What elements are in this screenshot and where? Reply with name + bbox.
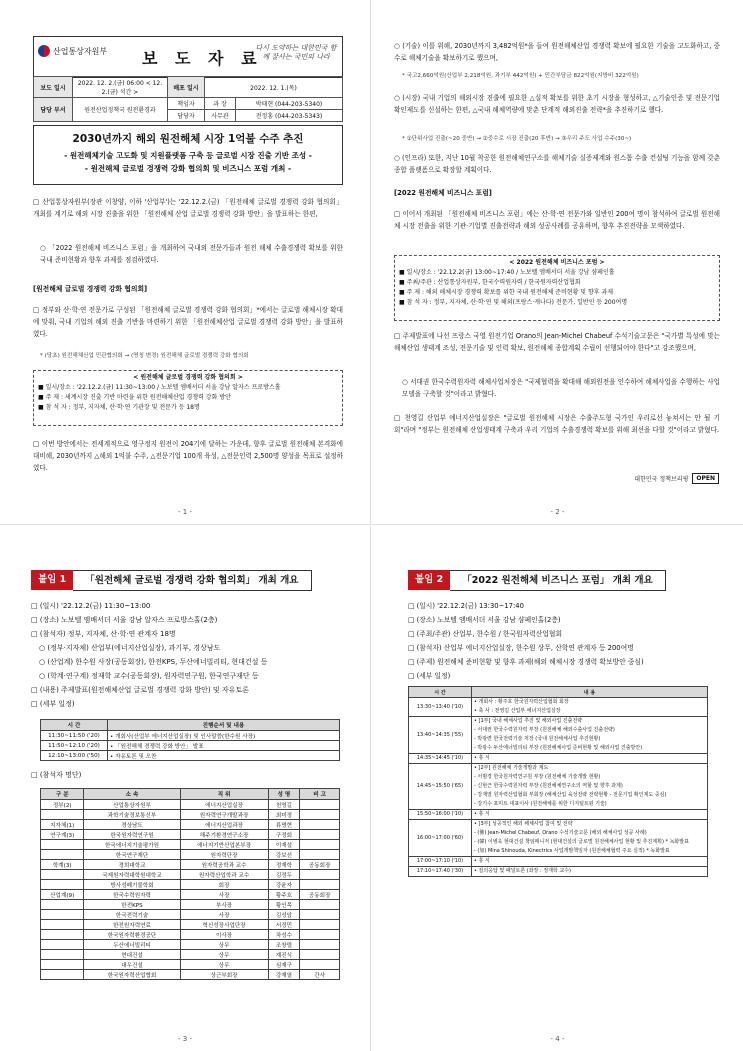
table-row <box>41 870 340 880</box>
table-cell <box>41 850 84 860</box>
table-cell <box>300 940 340 950</box>
table-cell: 산업통상자원부 <box>84 800 180 810</box>
table-header-row <box>409 687 708 698</box>
column-header: 구 분 <box>41 789 84 800</box>
table-cell: • [1부] 국내 해체사업 추진 및 해외사업 진출전략 - 서대권 한국수력원자력 부장 (원전해체 해외수출사업 진출전략) - 박광련 한국전력기술 처장 (국내 원전해체사업 추진현황) - 박광수 두산에너빌리티 부장 (원전해체사업 준비현황 및 해외사업 진출방안) <box>472 717 708 754</box>
paragraph-closing: □ 천영길 산업부 에너지산업실장은 "글로벌 원전해체 시장은 수출주도형 국가인 우리로선 놓쳐서는 안 될 기회"라며 "정부는 원전해체 산업생태계 구축과 우리 기업의 수출경쟁력 확보를 위해 최선을 다할 것"이라고 밝혔다. <box>394 414 720 434</box>
note-strategy: * ①단위사업 진출(~20 중반) → ②중수로 시장 진출(20 후반) → ③우리 주도 사업 수주(30~) <box>402 136 632 142</box>
table-header-row <box>41 789 340 800</box>
column-header: 직 위 <box>180 789 268 800</box>
table-cell: 한국원자력산업협회 <box>84 970 180 980</box>
table-cell <box>300 910 340 920</box>
table-cell <box>41 960 84 970</box>
table-cell: 혁신성장사업단장 <box>180 920 268 930</box>
table-cell <box>300 820 340 830</box>
headline-box <box>33 125 343 185</box>
resp-rank: 과 장 <box>205 98 236 110</box>
table-cell: 한국연구재단 <box>84 850 180 860</box>
list-item: □ (내용) 주제발표(원전해체산업 글로벌 경쟁력 강화 방안) 및 자유토론 <box>31 686 249 694</box>
table-cell <box>41 970 84 980</box>
table-cell: 해주기환경연구소장 <box>180 830 268 840</box>
table-row <box>41 830 340 840</box>
table-cell: 두산에너빌리티 <box>84 940 180 950</box>
council-details-list <box>31 599 351 711</box>
table-cell <box>41 950 84 960</box>
policy-briefing-stamp <box>634 473 719 484</box>
forum-summary-box <box>394 255 720 321</box>
table-row <box>41 960 340 970</box>
table-cell: 산업계(9) <box>41 890 84 900</box>
table-cell: 에너지산업과장 <box>180 820 268 830</box>
table-cell <box>41 930 84 940</box>
staff-label: 담당자 <box>168 110 205 122</box>
table-cell: 에너지기반산업본부장 <box>180 840 268 850</box>
table-cell: 재진식 <box>268 950 300 960</box>
table-cell <box>41 900 84 910</box>
roster-label: □ (참석자 명단) <box>31 771 82 779</box>
table-cell: • 「원전해체 경쟁력 강화 방안」 발표 <box>108 741 340 751</box>
page-3 <box>0 526 371 1051</box>
table-cell: • 휴 식 <box>472 810 708 820</box>
table-cell: 한국전력기술 <box>84 910 180 920</box>
table-cell: 한전원자력연료 <box>84 920 180 930</box>
table-cell <box>300 850 340 860</box>
slogan: 다시 도약하는 대한민국 함께 잘사는 국민의 나라 <box>255 44 337 61</box>
table-cell: 상무 <box>180 950 268 960</box>
table-cell: 구정회 <box>268 830 300 840</box>
table-cell: • 휴 식 <box>472 754 708 764</box>
column-header: 진행순서 및 내용 <box>108 720 340 731</box>
list-item: □ (주제) 원전해체 준비현황 및 향후 과제(해외 해체시장 경쟁력 확보방안 중심) <box>408 658 644 666</box>
table-cell <box>300 800 340 810</box>
forum-box-line-2: ■ 주최/주관 : 산업통상자원부, 한국수력원자력 / 한국원자력산업협회 <box>399 279 581 286</box>
annex-tag: 붙임 1 <box>31 570 73 590</box>
table-cell: 황주호 <box>268 890 300 900</box>
table-cell: 강재열 <box>268 970 300 980</box>
table-cell: 사장 <box>180 890 268 900</box>
table-row <box>41 940 340 950</box>
table-cell: 류명현 <box>268 820 300 830</box>
table-cell: 강윤자 <box>268 880 300 890</box>
forum-schedule-table <box>408 686 708 877</box>
section-heading-forum: [2022 원전해체 비즈니스 포럼] <box>394 189 492 197</box>
table-row <box>409 764 708 810</box>
paragraph-4: □ 이번 방안에서는 전세계적으로 영구정지 원전이 204기에 달하는 가운데, 향후 글로벌 원전해체 본격화에 대비해, 2030년까지 △해외 1억불 수주, △전문기업 100개 육성, △전문인력 2,500명 양성을 목표로 설정하였다. <box>33 440 343 472</box>
list-item: ○ (정부·지자체) 산업부(에너지산업실장), 과기부, 경상남도 <box>39 644 221 652</box>
briefing-label: 대한민국 정책브리핑 <box>634 476 689 483</box>
table-row <box>41 850 340 860</box>
council-box-line-3: ■ 참 석 자 : 정부, 지자체, 산·학·연 기관장 및 전문가 등 18명 <box>38 404 200 411</box>
table-cell: • [3부] 성공적인 해외 해체사업 참여 및 전략 - (佛) Jean-Michel Chabeuf, Orano 수석기술고문 (해외 해체사업 성공 사례) - (韓) 이병욱 현대건설 책임매니저 (현대건설의 글로벌 원전해체사업 현황 및 추진계획) * 녹화발표 - (加) Mina Shinouda, Kinectrics 사업개발책임자 (원전해체협력 주요 실적) * 녹화발표 <box>472 820 708 857</box>
table-row <box>41 970 340 980</box>
table-cell <box>300 920 340 930</box>
note-budget: * 국고2,660억원(산업부 2,218억원, 과기부 442억원) + 민간부담금 822억원(지방비 322억원) <box>402 73 639 79</box>
table-cell: 17:10~17:40 ('30) <box>409 867 472 877</box>
table-cell: • 휴 식 <box>472 857 708 867</box>
council-box-line-1: ■ 일시/장소 : '22.12.2.(금) 11:30~13:00 / 노보텔 앰배서더 서울 강남 알자스 프로방스홀 <box>38 384 281 391</box>
table-cell: 과학기술정보통신부 <box>84 810 180 820</box>
table-cell <box>300 950 340 960</box>
list-item: □ (주최/주관) 산업부, 한수원 / 한국원자력산업협회 <box>408 630 563 638</box>
table-row <box>41 880 340 890</box>
paragraph-3: □ 정부와 산·학·연 전문가로 구성된 「원전해체 글로벌 경쟁력 강화 협의회」*에서는 글로벌 해체시장 확대에 맞춰, 국내 기업의 해외 진출 기반을 마련하기 위한 「원전해체산업 글로벌 경쟁력 강화 방안」을 발표하였다. <box>33 306 343 338</box>
ministry-logo <box>38 45 107 57</box>
list-item: ○ (산업계) 한수원 사장(공동회장), 한전KPS, 두산에너빌리티, 현대건설 등 <box>39 658 268 666</box>
table-cell: 황인목 <box>268 900 300 910</box>
list-item: □ (일시) '22.12.2(금) 11:30~13:00 <box>31 602 151 610</box>
paragraph-khnp: ○ 서대권 한국수력원자력 해체사업처장은 "국제협력을 확대해 해외원전을 인수하여 해체사업을 수행하는 사업모델을 구축할 것"이라고 밝혔다. <box>402 378 720 398</box>
table-cell <box>300 840 340 850</box>
table-cell: 지자체(1) <box>41 820 84 830</box>
table-cell: 연구계(3) <box>41 830 84 840</box>
table-cell: 에너지산업실장 <box>180 800 268 810</box>
table-cell: • 개회사 : 황주호 한국원자력산업협회 회장 • 축 사 : 천영길 산업부 에너지산업실장 <box>472 698 708 717</box>
column-header: 시 간 <box>409 687 472 698</box>
annex-2-header <box>408 570 666 590</box>
dept-value: 원전산업정책국 원전환경과 <box>73 98 168 122</box>
table-row <box>41 810 340 820</box>
page-1 <box>0 0 371 525</box>
table-cell: 현대건설 <box>84 950 180 960</box>
list-item: □ (일시) '22.12.2(금) 13:30~17:40 <box>408 602 524 610</box>
forum-box-line-3: ■ 주 제 : 해외 해체시장 경쟁력 확보를 위한 국내 원전해체 준비현황 및 향후 과제 <box>399 289 614 296</box>
paragraph-orano: □ 주제발표에 나선 프랑스 국영 원전기업 Orano의 Jean-Michel Chabeuf 수석기술고문은 "국가별 특성에 맞는 해체산업 생태계 조성, 전문기술 및 인력 확보, 원전해체 종합계획 수립이 선행되어야 한다"고 강조했으며, <box>394 332 720 352</box>
korea-emblem-icon <box>38 45 50 57</box>
table-cell: 국제원자력대학원대학교 <box>84 870 180 880</box>
list-item: □ (세부 일정) <box>31 700 75 708</box>
table-cell: 15:50~16:00 ('10) <box>409 810 472 820</box>
table-row <box>409 810 708 820</box>
table-cell <box>41 810 84 820</box>
annex-title: 「2022 원전해체 비즈니스 포럼」 개최 개요 <box>450 570 665 591</box>
table-cell: 상무 <box>180 960 268 970</box>
resp-label: 책임자 <box>168 98 205 110</box>
table-cell: 이재설 <box>268 840 300 850</box>
table-cell: • [2부] 원전해체 기술개발과 제도 - 서범경 한국원자력연구원 부장 (원전해체 기술개발 현황) - 신현근 한국수력원자력 부장 (원전해체연구소의 역할 및 향후 과제) - 강재열 원자력산업협회 부회장 (해체산업 육성전략 전략현황 - 전문기업 확인제도 중심) - 강기수 포미트 대표이사 (원전해체를 위한 디지털트윈 기술) <box>472 764 708 810</box>
table-cell <box>300 960 340 970</box>
page-2 <box>372 0 743 525</box>
table-cell: 12:10~13:00 ('50) <box>41 751 108 761</box>
paragraph-infra: ○ (인프라) 또한, 지난 10월 착공한 원전해체연구소를 해체기술 실증제계와 원스톱 수출 컨설팅 기능을 함께 갖춘 종합 플랫폼으로 확장할 계획이다. <box>394 154 720 174</box>
table-cell: 대우건설 <box>84 960 180 970</box>
table-cell <box>300 810 340 820</box>
table-row <box>409 717 708 754</box>
forum-box-line-4: ■ 참 석 자 : 정부, 지자체, 산·학·연 및 해외(프랑스·캐나다) 전문가, 일반인 등 200여명 <box>399 299 628 306</box>
council-schedule-table <box>40 719 340 761</box>
press-header <box>33 36 343 78</box>
table-cell: 경희대학교 <box>84 860 180 870</box>
table-cell <box>41 910 84 920</box>
paragraph-2: ○ 「2022 원전해체 비즈니스 포럼」을 개최하여 국내외 전문가들과 원전 해체 수출경쟁력 확보를 위한 국내 준비현황과 향후 과제를 점검하였다. <box>40 244 343 264</box>
dept-label: 담당 부서 <box>34 98 73 122</box>
table-cell: 13:30~13:40 ('10) <box>409 698 472 717</box>
table-row <box>41 840 340 850</box>
press-release-title: 보 도 자 료 <box>142 49 263 68</box>
table-cell <box>41 870 84 880</box>
table-cell: 원자력단장 <box>180 850 268 860</box>
info-table <box>33 76 343 122</box>
table-cell: 상근부회장 <box>180 970 268 980</box>
table-row <box>409 820 708 857</box>
table-cell: 회장 <box>180 880 268 890</box>
table-cell <box>300 930 340 940</box>
council-summary-box <box>33 370 343 426</box>
table-cell: 심재구 <box>268 960 300 970</box>
subheadline-1: - 원전해체기술 고도화 및 지원플랫폼 구축 등 글로벌 시장 진출 기반 조성 - <box>64 151 312 160</box>
table-row <box>41 820 340 830</box>
table-row <box>409 698 708 717</box>
paragraph-tech: ○ (기술) 이를 위해, 2030년까지 3,482억원*을 들여 원전해체산업 경쟁력 확보에 필요한 기술을 고도화하고, 중수로 해체기술을 확보하기로 했으며, <box>394 42 720 62</box>
table-cell: 11:50~12:10 ('20) <box>41 741 108 751</box>
table-row <box>41 930 340 940</box>
table-row <box>41 860 340 870</box>
subheadline-2: - 원전해체 글로벌 경쟁력 강화 협의회 및 비즈니스 포럼 개최 - <box>84 164 292 173</box>
annex-tag: 붙임 2 <box>408 570 450 590</box>
deploy-date-label: 배포 일시 <box>168 77 205 98</box>
table-row <box>41 731 340 741</box>
forum-box-line-1: ■ 일시/장소 : '22.12.2(금) 13:00~17:40 / 노보텔 앰배서더 서울 강남 샴페인홀 <box>399 269 615 276</box>
forum-box-caption: < 2022 원전해체 비즈니스 포럼 > <box>509 259 605 266</box>
table-cell: 14:45~15:50 ('65) <box>409 764 472 810</box>
table-cell: 최미정 <box>268 810 300 820</box>
table-cell <box>41 920 84 930</box>
table-cell: 학계(3) <box>41 860 84 870</box>
table-row <box>41 741 340 751</box>
table-row <box>409 754 708 764</box>
table-cell: 김성암 <box>268 910 300 920</box>
table-row <box>41 800 340 810</box>
table-row <box>41 920 340 930</box>
page-number: - 4 - <box>550 1035 565 1043</box>
table-cell: 김정두 <box>268 870 300 880</box>
table-cell: 한국원자력환경공단 <box>84 930 180 940</box>
council-box-line-2: ■ 주 제 : 세계시장 진출 기반 마련을 위한 원전해체산업 경쟁력 강화 방안 <box>38 394 231 401</box>
table-cell: 정부(2) <box>41 800 84 810</box>
resp-name: 박태현 (044-203-5340) <box>236 98 343 110</box>
page-number: - 3 - <box>178 1035 192 1043</box>
table-cell <box>300 900 340 910</box>
table-row <box>409 857 708 867</box>
column-header: 비 고 <box>300 789 340 800</box>
paragraph-forum: □ 이어서 개최된 「원전해체 비즈니스 포럼」에는 산·학·연 전문가와 일반인 200여 명이 참석하여 글로벌 원전해체 시장 전출을 위한 기관·기업별 진출전략과 해외 성공사례를 공유하며, 향후 추진전략을 모색하였다. <box>394 210 720 230</box>
table-cell: 부사장 <box>180 900 268 910</box>
table-cell: 13:40~14:35 ('55) <box>409 717 472 754</box>
table-row <box>41 751 340 761</box>
table-cell: 공동회장 <box>300 860 340 870</box>
table-cell: 천영길 <box>268 800 300 810</box>
table-cell: 11:30~11:50 ('20) <box>41 731 108 741</box>
report-date-value: 2022. 12. 2.(금) 06:00 < 12. 2.(금) 석간 > <box>73 77 168 98</box>
table-cell: • 개회사(산업부 에너지산업실장) 및 인사말씀(한수원 사장) <box>108 731 340 741</box>
list-item: □ (참석자) 산업부 에너지산업실장, 한수원 상무, 산학연 관계자 등 200여명 <box>408 644 634 652</box>
table-cell: 이사장 <box>180 930 268 940</box>
page-number: - 1 - <box>178 508 192 516</box>
table-row <box>41 950 340 960</box>
table-cell: 한국에너지기술평가원 <box>84 840 180 850</box>
ministry-name: 산업통상자원부 <box>53 46 108 56</box>
list-item: ○ (학계·연구계) 정재학 교수(공동회장), 원자력연구원, 한국연구재단 등 <box>39 672 259 680</box>
list-item: □ (장소) 노보텔 앰배서더 서울 강남 알자스 프로방스홀(2층) <box>31 616 218 624</box>
table-row <box>41 900 340 910</box>
table-cell <box>300 830 340 840</box>
section-heading-council: [원전해체 글로벌 경쟁력 강화 협의회] <box>33 285 148 293</box>
table-cell: 강보선 <box>268 850 300 860</box>
table-cell <box>41 840 84 850</box>
table-cell <box>300 880 340 890</box>
table-cell: 한국원자력연구원 <box>84 830 180 840</box>
table-cell <box>300 870 340 880</box>
forum-details-list <box>408 599 728 683</box>
staff-rank: 사무관 <box>205 110 236 122</box>
table-header-row <box>41 720 340 731</box>
paragraph-1: □ 산업통상자원부(장관 이창양, 이하 '산업부')는 '22.12.2.(금) 「원전해체 글로벌 경쟁력 강화 협의회」 개최를 계기로 해외 시장 진출을 위한 「원전해체 산업 글로벌 경쟁력 강화 방안」을 발표하는 한편, <box>33 198 343 218</box>
report-date-label: 보도 일시 <box>34 77 73 98</box>
annex-1-header <box>31 570 312 590</box>
list-item: □ (참석자) 정부, 지자체, 산·학·연 관계자 18명 <box>31 630 176 638</box>
table-cell: 상무 <box>180 940 268 950</box>
table-cell: 한전KPS <box>84 900 180 910</box>
column-header: 내 용 <box>472 687 708 698</box>
column-header: 시 간 <box>41 720 108 731</box>
headline: 2030년까지 해외 원전해체 시장 1억불 수주 추진 <box>72 133 304 145</box>
staff-name: 전정홍 (044-203-5343) <box>236 110 343 122</box>
list-item: □ (장소) 노보텔 앰배서더 서울 강남 샴페인홀(2층) <box>408 616 561 624</box>
column-header: 성 명 <box>268 789 300 800</box>
table-cell: 원자력연구개발과장 <box>180 810 268 820</box>
table-cell: 공동회장 <box>300 890 340 900</box>
deploy-date-value: 2022. 12. 1.(목) <box>205 77 343 98</box>
open-license-badge: OPEN <box>692 473 719 484</box>
table-cell: 원자력산업학과 교수 <box>180 870 268 880</box>
table-cell: 정재학 <box>268 860 300 870</box>
table-cell: 조창렬 <box>268 940 300 950</box>
table-cell: • 질의응답 및 패널토론 (좌장 : 정재학 교수) <box>472 867 708 877</box>
table-cell: 간사 <box>300 970 340 980</box>
attendee-roster-table <box>40 788 340 980</box>
table-cell: 한국수력원자력 <box>84 890 180 900</box>
table-cell: 17:00~17:10 ('10) <box>409 857 472 867</box>
table-row <box>409 867 708 877</box>
table-cell: 사장 <box>180 910 268 920</box>
table-cell: 차성수 <box>268 930 300 940</box>
table-cell: 경상남도 <box>84 820 180 830</box>
paragraph-market: ○ (시장) 국내 기업의 해외시장 진출에 필요한 △실적 확보를 위한 초기 시장을 형성하고, △기술인증 및 전문기업 확인제도를 신설하는 한편, △국내 해체역량에 맞춘 단계적 해외진출 전략*을 추진하기로 했다. <box>394 94 720 114</box>
page-4 <box>372 526 743 1051</box>
table-cell: 14:35~14:45 ('10) <box>409 754 472 764</box>
table-cell: 원자력공학과 교수 <box>180 860 268 870</box>
list-item: □ (세부 일정) <box>408 672 451 680</box>
table-row <box>41 910 340 920</box>
table-cell <box>41 940 84 950</box>
column-header: 소 속 <box>84 789 180 800</box>
table-cell: 방사성폐기물학회 <box>84 880 180 890</box>
table-cell: • 자유토론 및 오찬 <box>108 751 340 761</box>
table-cell: 서정민 <box>268 920 300 930</box>
table-row <box>41 890 340 900</box>
table-cell: 16:00~17:00 ('60) <box>409 820 472 857</box>
council-box-caption: < 원전해체 글로벌 경쟁력 강화 협의회 > <box>133 374 243 381</box>
table-cell <box>41 880 84 890</box>
note-1: * (당초) 원전해체산업 민관협의회 → (명칭 변경) 원전해체 글로벌 경쟁력 강화 협의회 <box>40 353 249 359</box>
page-number: - 2 - <box>550 508 565 516</box>
annex-title: 「원전해체 글로벌 경쟁력 강화 협의회」 개최 개요 <box>73 570 311 591</box>
